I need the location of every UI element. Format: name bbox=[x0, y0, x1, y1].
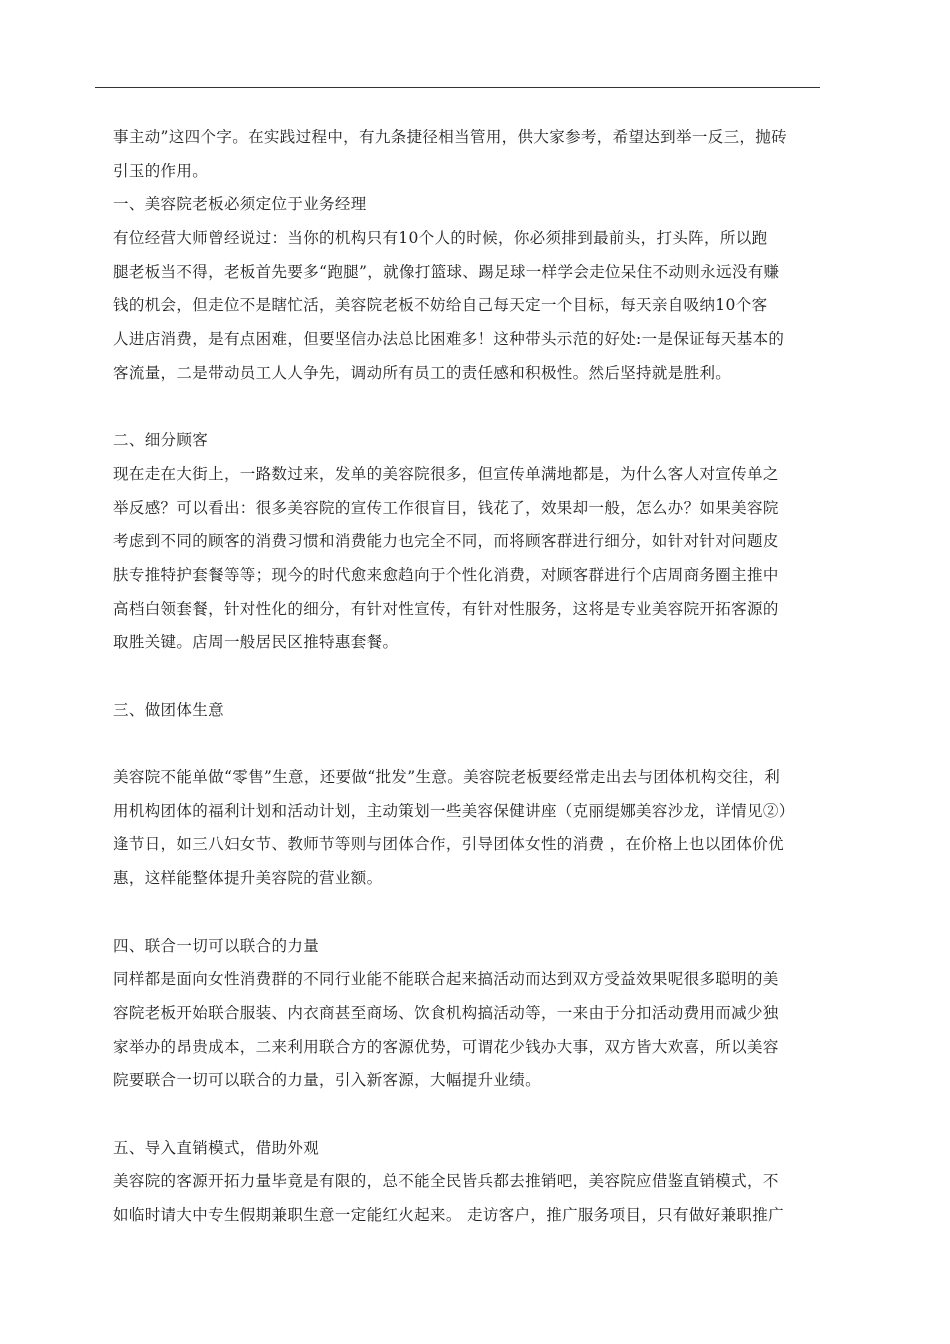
paragraph-line: 如临时请大中专生假期兼职生意一定能红火起来。 走访客户，推广服务项目，只有做好兼职推广 bbox=[113, 1206, 784, 1224]
paragraph-line: 引玉的作用。 bbox=[113, 161, 209, 180]
paragraph-line: 家举办的昂贵成本，二来利用联合方的客源优势，可谓花少钱办大事，双方皆大欢喜，所以美容 bbox=[113, 1037, 779, 1056]
paragraph bbox=[113, 761, 818, 896]
paragraph bbox=[113, 222, 818, 390]
paragraph-spacer bbox=[113, 1098, 818, 1132]
paragraph-line: 同样都是面向女性消费群的不同行业能不能联合起来搞活动而达到双方受益效果呢很多聪明的美 bbox=[113, 970, 779, 989]
paragraph-line: 举反感？可以看出：很多美容院的宣传工作很盲目，钱花了，效果却一般，怎么办？如果美容院 bbox=[113, 498, 779, 517]
section-heading: 三、做团体生意 bbox=[113, 700, 224, 719]
section-heading: 五、导入直销模式，借助外观 bbox=[113, 1138, 320, 1157]
paragraph-line: 容院老板开始联合服装、内衣商甚至商场、饮食机构搞活动等，一来由于分扣活动费用而减少独 bbox=[113, 1003, 779, 1022]
paragraph-line: 腿老板当不得，老板首先要多“跑腿”，就像打篮球、踢足球一样学会走位呆住不动则永远没有赚 bbox=[113, 262, 780, 281]
paragraph-line: 用机构团体的福利计划和活动计划，主动策划一些美容保健讲座（克丽缇娜美容沙龙，详情见②） bbox=[113, 801, 795, 820]
paragraph bbox=[113, 458, 818, 660]
section-heading: 二、细分顾客 bbox=[113, 431, 209, 450]
paragraph-line: 考虑到不同的顾客的消费习惯和消费能力也完全不同，而将顾客群进行细分，如针对针对问题皮 bbox=[113, 532, 779, 551]
paragraph-line: 惠，这样能整体提升美容院的营业额。 bbox=[113, 869, 383, 888]
paragraph bbox=[113, 963, 818, 1098]
section-heading: 一、美容院老板必须定位于业务经理 bbox=[113, 195, 367, 214]
paragraph-line: 美容院不能单做“零售”生意，还要做“批发”生意。美容院老板要经常走出去与团体机构交往，利 bbox=[113, 768, 781, 787]
paragraph-line: 取胜关键。店周一般居民区推特惠套餐。 bbox=[113, 633, 399, 652]
paragraph-spacer bbox=[113, 660, 818, 694]
paragraph-line: 现在走在大街上，一路数过来，发单的美容院很多，但宣传单满地都是，为什么客人对宣传单之 bbox=[113, 464, 779, 483]
paragraph-line: 高档白领套餐，针对性化的细分，有针对性宣传，有针对性服务，这将是专业美容院开拓客源的 bbox=[113, 599, 779, 618]
paragraph-line: 美容院的客源开拓力量毕竟是有限的，总不能全民皆兵都去推销吧，美容院应借鉴直销模式，不 bbox=[113, 1172, 779, 1191]
paragraph-line: 院要联合一切可以联合的力量，引入新客源，大幅提升业绩。 bbox=[113, 1071, 541, 1090]
paragraph-line: 肤专推特护套餐等等；现今的时代愈来愈趋向于个性化消费，对顾客群进行个店周商务圈主推中 bbox=[113, 565, 779, 584]
paragraph bbox=[113, 1165, 818, 1232]
paragraph-spacer bbox=[113, 391, 818, 425]
paragraph-line: 钱的机会，但走位不是瞎忙活，美容院老板不妨给自己每天定一个目标，每天亲自吸纳10个客 bbox=[113, 296, 768, 315]
document-body bbox=[113, 121, 818, 1233]
paragraph-line: 逢节日，如三八妇女节、教师节等则与团体合作，引导团体女性的消费 ，在价格上也以团体价优 bbox=[113, 835, 784, 854]
paragraph-line: 事主动”这四个字。在实践过程中，有九条捷径相当管用，供大家参考，希望达到举一反三，抛砖 bbox=[113, 128, 787, 146]
section-heading: 四、联合一切可以联合的力量 bbox=[113, 936, 320, 955]
paragraph-spacer bbox=[113, 727, 818, 761]
paragraph bbox=[113, 121, 818, 188]
paragraph-line: 有位经营大师曾经说过：当你的机构只有10个人的时候，你必须排到最前头，打头阵，所以跑 bbox=[113, 229, 768, 248]
header-rule bbox=[95, 87, 820, 88]
paragraph-line: 客流量，二是带动员工人人争先，调动所有员工的责任感和积极性。然后坚持就是胜利。 bbox=[113, 363, 732, 382]
paragraph-line: 人进店消费，是有点困难，但要坚信办法总比困难多！这种带头示范的好处:一是保证每天基本的 bbox=[113, 330, 785, 349]
paragraph-spacer bbox=[113, 896, 818, 930]
